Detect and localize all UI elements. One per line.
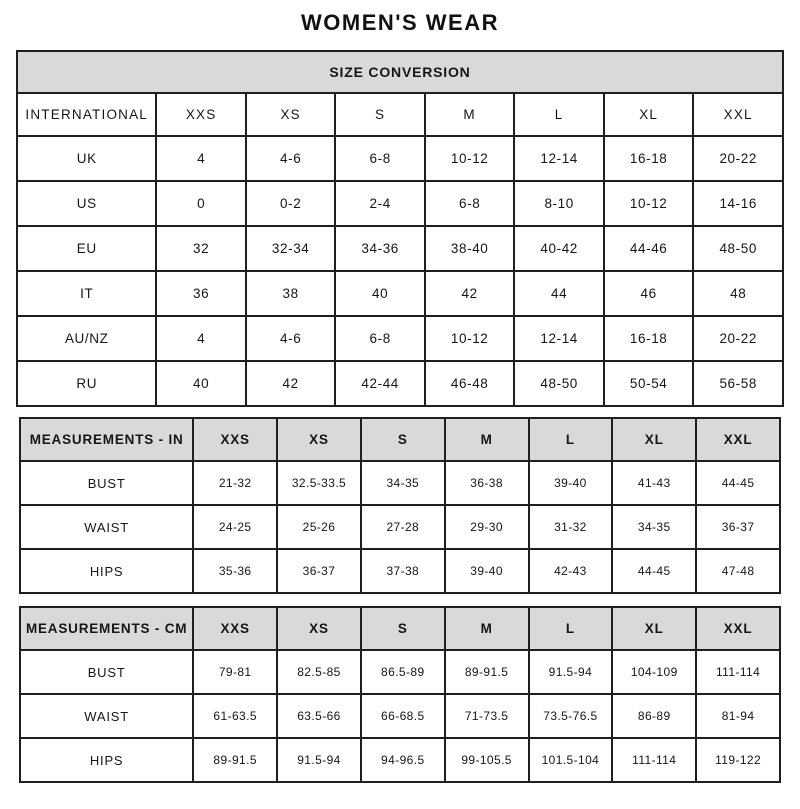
header-label-cell: MEASUREMENTS - CM xyxy=(20,607,193,650)
table-cell: 10-12 xyxy=(425,136,515,181)
table-cell: 34-36 xyxy=(335,226,425,271)
measurements-cm-table xyxy=(19,606,781,783)
table-cell: 86.5-89 xyxy=(361,650,445,694)
header-size-cell: XXL xyxy=(696,418,780,461)
table-cell: 36 xyxy=(156,271,246,316)
header-size-cell: S xyxy=(361,418,445,461)
header-size-cell: L xyxy=(514,93,604,136)
header-size-cell: S xyxy=(361,607,445,650)
table-row xyxy=(17,316,783,361)
table-cell: 104-109 xyxy=(612,650,696,694)
table-cell: 25-26 xyxy=(277,505,361,549)
table-cell: 0 xyxy=(156,181,246,226)
table-cell: 79-81 xyxy=(193,650,277,694)
row-label-cell: BUST xyxy=(20,461,193,505)
table-cell: 2-4 xyxy=(335,181,425,226)
header-size-cell: XXS xyxy=(193,607,277,650)
table-cell: 21-32 xyxy=(193,461,277,505)
row-label-cell: WAIST xyxy=(20,694,193,738)
table-cell: 36-37 xyxy=(277,549,361,593)
header-row xyxy=(20,607,780,650)
table-cell: 38 xyxy=(246,271,336,316)
header-size-cell: XS xyxy=(277,607,361,650)
row-label-cell: HIPS xyxy=(20,738,193,782)
table-cell: 39-40 xyxy=(529,461,613,505)
header-size-cell: XL xyxy=(604,93,694,136)
table-cell: 48 xyxy=(693,271,783,316)
table-cell: 89-91.5 xyxy=(445,650,529,694)
table-cell: 63.5-66 xyxy=(277,694,361,738)
table-cell: 50-54 xyxy=(604,361,694,406)
table-cell: 34-35 xyxy=(612,505,696,549)
row-label-cell: BUST xyxy=(20,650,193,694)
header-size-cell: M xyxy=(425,93,515,136)
table-cell: 4-6 xyxy=(246,316,336,361)
table-row xyxy=(17,271,783,316)
table-cell: 0-2 xyxy=(246,181,336,226)
table-cell: 89-91.5 xyxy=(193,738,277,782)
table-cell: 91.5-94 xyxy=(277,738,361,782)
header-size-cell: XXS xyxy=(156,93,246,136)
table-cell: 119-122 xyxy=(696,738,780,782)
table-row xyxy=(17,361,783,406)
table-cell: 56-58 xyxy=(693,361,783,406)
table-cell: 40-42 xyxy=(514,226,604,271)
table-row xyxy=(20,650,780,694)
table-cell: 91.5-94 xyxy=(529,650,613,694)
table-cell: 35-36 xyxy=(193,549,277,593)
table-cell: 42-43 xyxy=(529,549,613,593)
header-size-cell: L xyxy=(529,418,613,461)
table-cell: 34-35 xyxy=(361,461,445,505)
row-label-cell: UK xyxy=(17,136,156,181)
size-conversion-table xyxy=(16,50,784,407)
table-row xyxy=(20,549,780,593)
table-cell: 44 xyxy=(514,271,604,316)
table-cell: 10-12 xyxy=(604,181,694,226)
table-title: SIZE CONVERSION xyxy=(17,51,783,93)
table-cell: 99-105.5 xyxy=(445,738,529,782)
table-cell: 111-114 xyxy=(612,738,696,782)
table-cell: 8-10 xyxy=(514,181,604,226)
table-cell: 14-16 xyxy=(693,181,783,226)
table-cell: 6-8 xyxy=(335,136,425,181)
table-cell: 81-94 xyxy=(696,694,780,738)
table-cell: 20-22 xyxy=(693,136,783,181)
table-cell: 38-40 xyxy=(425,226,515,271)
table-row xyxy=(17,181,783,226)
table-cell: 61-63.5 xyxy=(193,694,277,738)
table-cell: 111-114 xyxy=(696,650,780,694)
table-cell: 48-50 xyxy=(514,361,604,406)
header-row xyxy=(17,93,783,136)
table-cell: 71-73.5 xyxy=(445,694,529,738)
table-cell: 44-45 xyxy=(696,461,780,505)
table-cell: 42 xyxy=(246,361,336,406)
table-cell: 46 xyxy=(604,271,694,316)
header-size-cell: XXS xyxy=(193,418,277,461)
table-cell: 46-48 xyxy=(425,361,515,406)
table-cell: 44-46 xyxy=(604,226,694,271)
header-size-cell: M xyxy=(445,418,529,461)
table-cell: 86-89 xyxy=(612,694,696,738)
table-cell: 16-18 xyxy=(604,136,694,181)
table-cell: 32 xyxy=(156,226,246,271)
table-cell: 94-96.5 xyxy=(361,738,445,782)
table-cell: 6-8 xyxy=(335,316,425,361)
table-cell: 32-34 xyxy=(246,226,336,271)
row-label-cell: HIPS xyxy=(20,549,193,593)
header-size-cell: XXL xyxy=(693,93,783,136)
header-size-cell: XS xyxy=(246,93,336,136)
table-cell: 6-8 xyxy=(425,181,515,226)
table-cell: 42-44 xyxy=(335,361,425,406)
table-row xyxy=(20,505,780,549)
table-row xyxy=(17,226,783,271)
table-cell: 44-45 xyxy=(612,549,696,593)
table-cell: 24-25 xyxy=(193,505,277,549)
table-cell: 41-43 xyxy=(612,461,696,505)
table-cell: 31-32 xyxy=(529,505,613,549)
table-cell: 4 xyxy=(156,316,246,361)
header-size-cell: XL xyxy=(612,418,696,461)
header-size-cell: XL xyxy=(612,607,696,650)
table-cell: 16-18 xyxy=(604,316,694,361)
header-row xyxy=(20,418,780,461)
table-cell: 12-14 xyxy=(514,136,604,181)
table-cell: 10-12 xyxy=(425,316,515,361)
table-cell: 48-50 xyxy=(693,226,783,271)
table-row xyxy=(20,694,780,738)
table-cell: 101.5-104 xyxy=(529,738,613,782)
row-label-cell: WAIST xyxy=(20,505,193,549)
table-row xyxy=(20,738,780,782)
table-row xyxy=(20,461,780,505)
table-cell: 20-22 xyxy=(693,316,783,361)
header-size-cell: XXL xyxy=(696,607,780,650)
table-cell: 82.5-85 xyxy=(277,650,361,694)
table-cell: 29-30 xyxy=(445,505,529,549)
table-cell: 36-37 xyxy=(696,505,780,549)
page-title: WOMEN'S WEAR xyxy=(301,10,499,35)
header-size-cell: S xyxy=(335,93,425,136)
row-label-cell: IT xyxy=(17,271,156,316)
table-cell: 12-14 xyxy=(514,316,604,361)
header-size-cell: L xyxy=(529,607,613,650)
table-cell: 32.5-33.5 xyxy=(277,461,361,505)
header-size-cell: XS xyxy=(277,418,361,461)
header-size-cell: M xyxy=(445,607,529,650)
table-cell: 39-40 xyxy=(445,549,529,593)
table-cell: 27-28 xyxy=(361,505,445,549)
row-label-cell: AU/NZ xyxy=(17,316,156,361)
table-title-row xyxy=(17,51,783,93)
table-cell: 42 xyxy=(425,271,515,316)
table-cell: 4 xyxy=(156,136,246,181)
measurements-in-table xyxy=(19,417,781,594)
table-cell: 40 xyxy=(156,361,246,406)
table-cell: 4-6 xyxy=(246,136,336,181)
table-row xyxy=(17,136,783,181)
table-cell: 40 xyxy=(335,271,425,316)
table-cell: 73.5-76.5 xyxy=(529,694,613,738)
row-label-cell: US xyxy=(17,181,156,226)
row-label-cell: EU xyxy=(17,226,156,271)
header-label-cell: MEASUREMENTS - IN xyxy=(20,418,193,461)
table-cell: 47-48 xyxy=(696,549,780,593)
header-label-cell: INTERNATIONAL xyxy=(17,93,156,136)
table-cell: 37-38 xyxy=(361,549,445,593)
table-cell: 36-38 xyxy=(445,461,529,505)
row-label-cell: RU xyxy=(17,361,156,406)
table-cell: 66-68.5 xyxy=(361,694,445,738)
